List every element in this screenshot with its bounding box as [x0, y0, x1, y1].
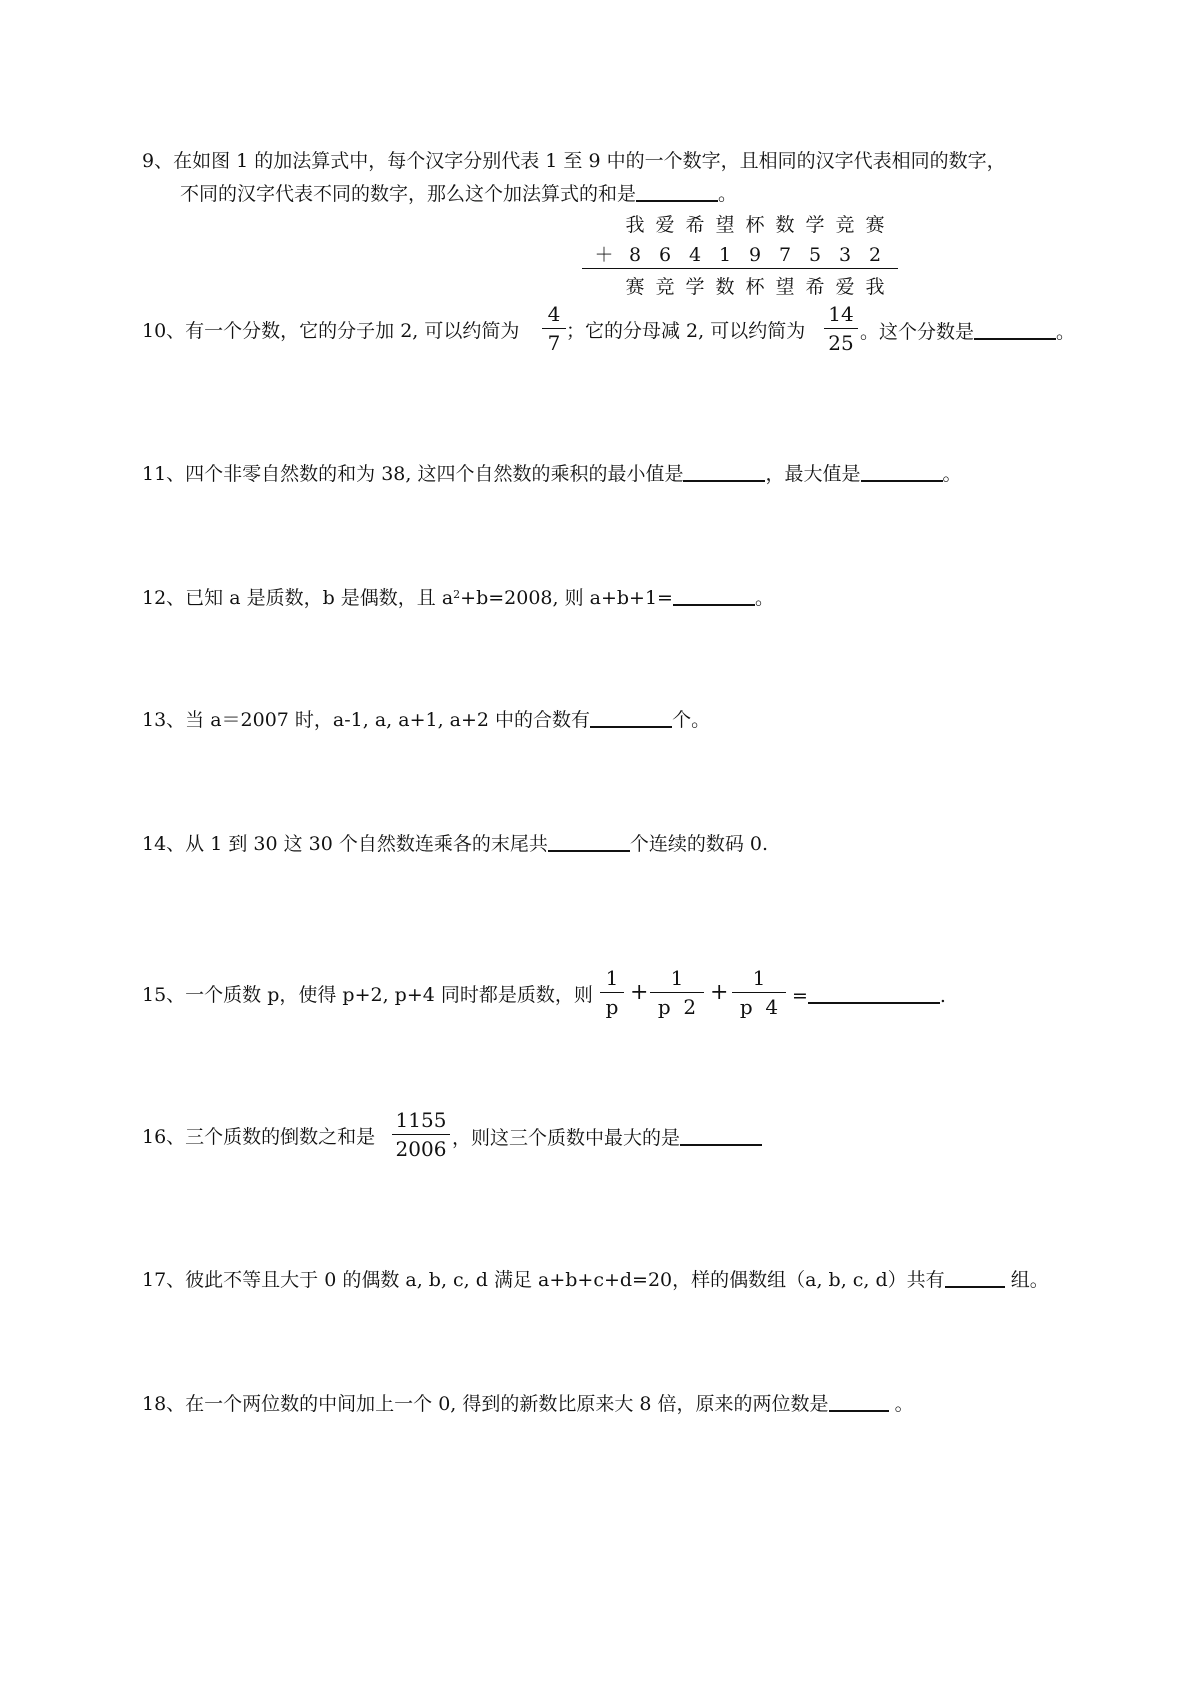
q18-line — [142, 1390, 914, 1417]
puzzle-char: 学 — [685, 276, 705, 298]
q9-puzzle-row3 — [620, 272, 890, 302]
puzzle-char: 学 — [805, 214, 825, 236]
puzzle-char: 竞 — [835, 214, 855, 236]
numerator: 14 — [828, 302, 854, 326]
puzzle-digit: 2 — [868, 244, 882, 266]
fraction-bar — [824, 328, 858, 329]
denominator: 25 — [828, 331, 854, 355]
q18-answer-blank[interactable] — [829, 1390, 889, 1412]
fraction-bar — [600, 992, 624, 993]
fraction-bar — [542, 328, 566, 329]
q9-line1: 9、在如图 1 的加法算式中，每个汉字分别代表 1 至 9 中的一个数字，且相同的汉字代表相同的数字， — [142, 150, 1006, 172]
q12-answer-blank[interactable] — [673, 584, 755, 606]
denominator: p 2 — [657, 995, 697, 1019]
fraction-bar — [392, 1134, 450, 1135]
puzzle-char: 希 — [685, 214, 705, 236]
numerator: 1155 — [395, 1108, 447, 1132]
q15-fraction-3 — [732, 966, 786, 1019]
q10-fraction-2 — [824, 302, 858, 355]
q14-end: 个连续的数码 0. — [629, 833, 769, 855]
q11-text-a: 11、四个非零自然数的和为 38, 这四个自然数的乘积的最小值是 — [142, 463, 684, 485]
puzzle-char: 望 — [775, 276, 795, 298]
puzzle-char: 赛 — [625, 276, 645, 298]
q16-text-a: 16、三个质数的倒数之和是 — [142, 1126, 376, 1148]
puzzle-char: 数 — [715, 276, 735, 298]
q12-text-a: 12、已知 a 是质数，b 是偶数，且 a — [142, 587, 454, 609]
puzzle-char: 数 — [775, 214, 795, 236]
denominator: 7 — [547, 331, 561, 355]
q12-exponent: 2 — [453, 588, 461, 601]
q13-end: 个。 — [672, 709, 711, 731]
q11-max-blank[interactable] — [861, 460, 943, 482]
puzzle-digit: 7 — [778, 244, 792, 266]
numerator: 4 — [547, 302, 561, 326]
numerator: 1 — [752, 966, 766, 990]
fraction-bar — [650, 992, 704, 993]
q15-answer-blank[interactable] — [808, 982, 940, 1004]
puzzle-char: 我 — [625, 214, 645, 236]
puzzle-digit: 6 — [658, 244, 672, 266]
q16-text-b: ，则这三个质数中最大的是 — [452, 1127, 681, 1149]
plus-sign: ＋ — [594, 244, 614, 266]
q14-line — [142, 830, 768, 857]
q18-text-a: 18、在一个两位数的中间加上一个 0, 得到的新数比原来大 8 倍，原来的两位数是 — [142, 1393, 829, 1415]
puzzle-char: 爱 — [655, 214, 675, 236]
puzzle-digit: 5 — [808, 244, 822, 266]
q9-answer-blank[interactable] — [636, 180, 718, 202]
puzzle-char: 望 — [715, 214, 735, 236]
puzzle-char: 我 — [865, 276, 885, 298]
q12-text-b: +b=2008, 则 a+b+1= — [460, 587, 673, 609]
q15-fraction-1 — [600, 966, 624, 1019]
q18-end: 。 — [888, 1393, 914, 1415]
q15-plus-2: + — [710, 980, 729, 1005]
q9-line2 — [180, 180, 737, 207]
q17-end: 组。 — [1004, 1269, 1049, 1291]
q15-text-a: 15、一个质数 p，使得 p+2, p+4 同时都是质数，则 — [142, 984, 593, 1006]
q10-answer-blank[interactable] — [974, 318, 1056, 340]
q15-plus-1: + — [630, 980, 649, 1005]
numerator: 1 — [670, 966, 684, 990]
q9-puzzle-row1 — [620, 210, 890, 240]
q15-equals: = — [792, 985, 808, 1007]
q9-end: 。 — [718, 183, 738, 205]
q16-text-b-line — [452, 1124, 762, 1151]
q10-end: 。 — [1056, 321, 1076, 343]
q10-text-b: ；它的分母减 2, 可以约简为 — [566, 320, 806, 342]
q15-answer-line — [792, 982, 946, 1009]
puzzle-char: 杯 — [745, 276, 765, 298]
q16-answer-blank[interactable] — [680, 1124, 762, 1146]
numerator: 1 — [605, 966, 619, 990]
q14-answer-blank[interactable] — [548, 830, 630, 852]
q9-puzzle-row2 — [588, 240, 890, 270]
q15-fraction-2 — [650, 966, 704, 1019]
puzzle-digit: 1 — [718, 244, 732, 266]
denominator: p 4 — [739, 995, 779, 1019]
q10-text-c — [860, 318, 1075, 345]
puzzle-digit: 3 — [838, 244, 852, 266]
puzzle-char: 竞 — [655, 276, 675, 298]
puzzle-char: 希 — [805, 276, 825, 298]
puzzle-digit: 8 — [628, 244, 642, 266]
q14-text-a: 14、从 1 到 30 这 30 个自然数连乘各的末尾共 — [142, 833, 548, 855]
q13-text-a: 13、当 a＝2007 时，a-1, a, a+1, a+2 中的合数有 — [142, 709, 591, 731]
q10-fraction-1 — [542, 302, 566, 355]
q11-end: 。 — [942, 463, 962, 485]
q10-text-a: 10、有一个分数，它的分子加 2, 可以约简为 — [142, 320, 520, 342]
q17-answer-blank[interactable] — [945, 1266, 1005, 1288]
q10-text-c-label: 。这个分数是 — [860, 321, 975, 343]
q11-text-b: ，最大值是 — [765, 463, 861, 485]
q15-end: . — [939, 985, 946, 1007]
puzzle-char: 爱 — [835, 276, 855, 298]
q16-fraction — [392, 1108, 450, 1161]
q17-text-a: 17、彼此不等且大于 0 的偶数 a, b, c, d 满足 a+b+c+d=20，样的偶数组（a, b, c, d）共有 — [142, 1269, 945, 1291]
q17-line — [142, 1266, 1049, 1293]
q9-line2-text: 不同的汉字代表不同的数字，那么这个加法算式的和是 — [180, 183, 637, 205]
q12-end: 。 — [754, 587, 774, 609]
denominator: 2006 — [395, 1137, 447, 1161]
puzzle-char: 赛 — [865, 214, 885, 236]
puzzle-digit: 4 — [688, 244, 702, 266]
q11-min-blank[interactable] — [683, 460, 765, 482]
q13-answer-blank[interactable] — [590, 706, 672, 728]
fraction-bar — [732, 992, 786, 993]
q9-sum-line — [582, 268, 898, 269]
denominator: p — [605, 995, 619, 1019]
puzzle-digit: 9 — [748, 244, 762, 266]
q13-line — [142, 706, 710, 733]
q12-line — [142, 582, 774, 611]
q11-line — [142, 460, 962, 487]
puzzle-char: 杯 — [745, 214, 765, 236]
